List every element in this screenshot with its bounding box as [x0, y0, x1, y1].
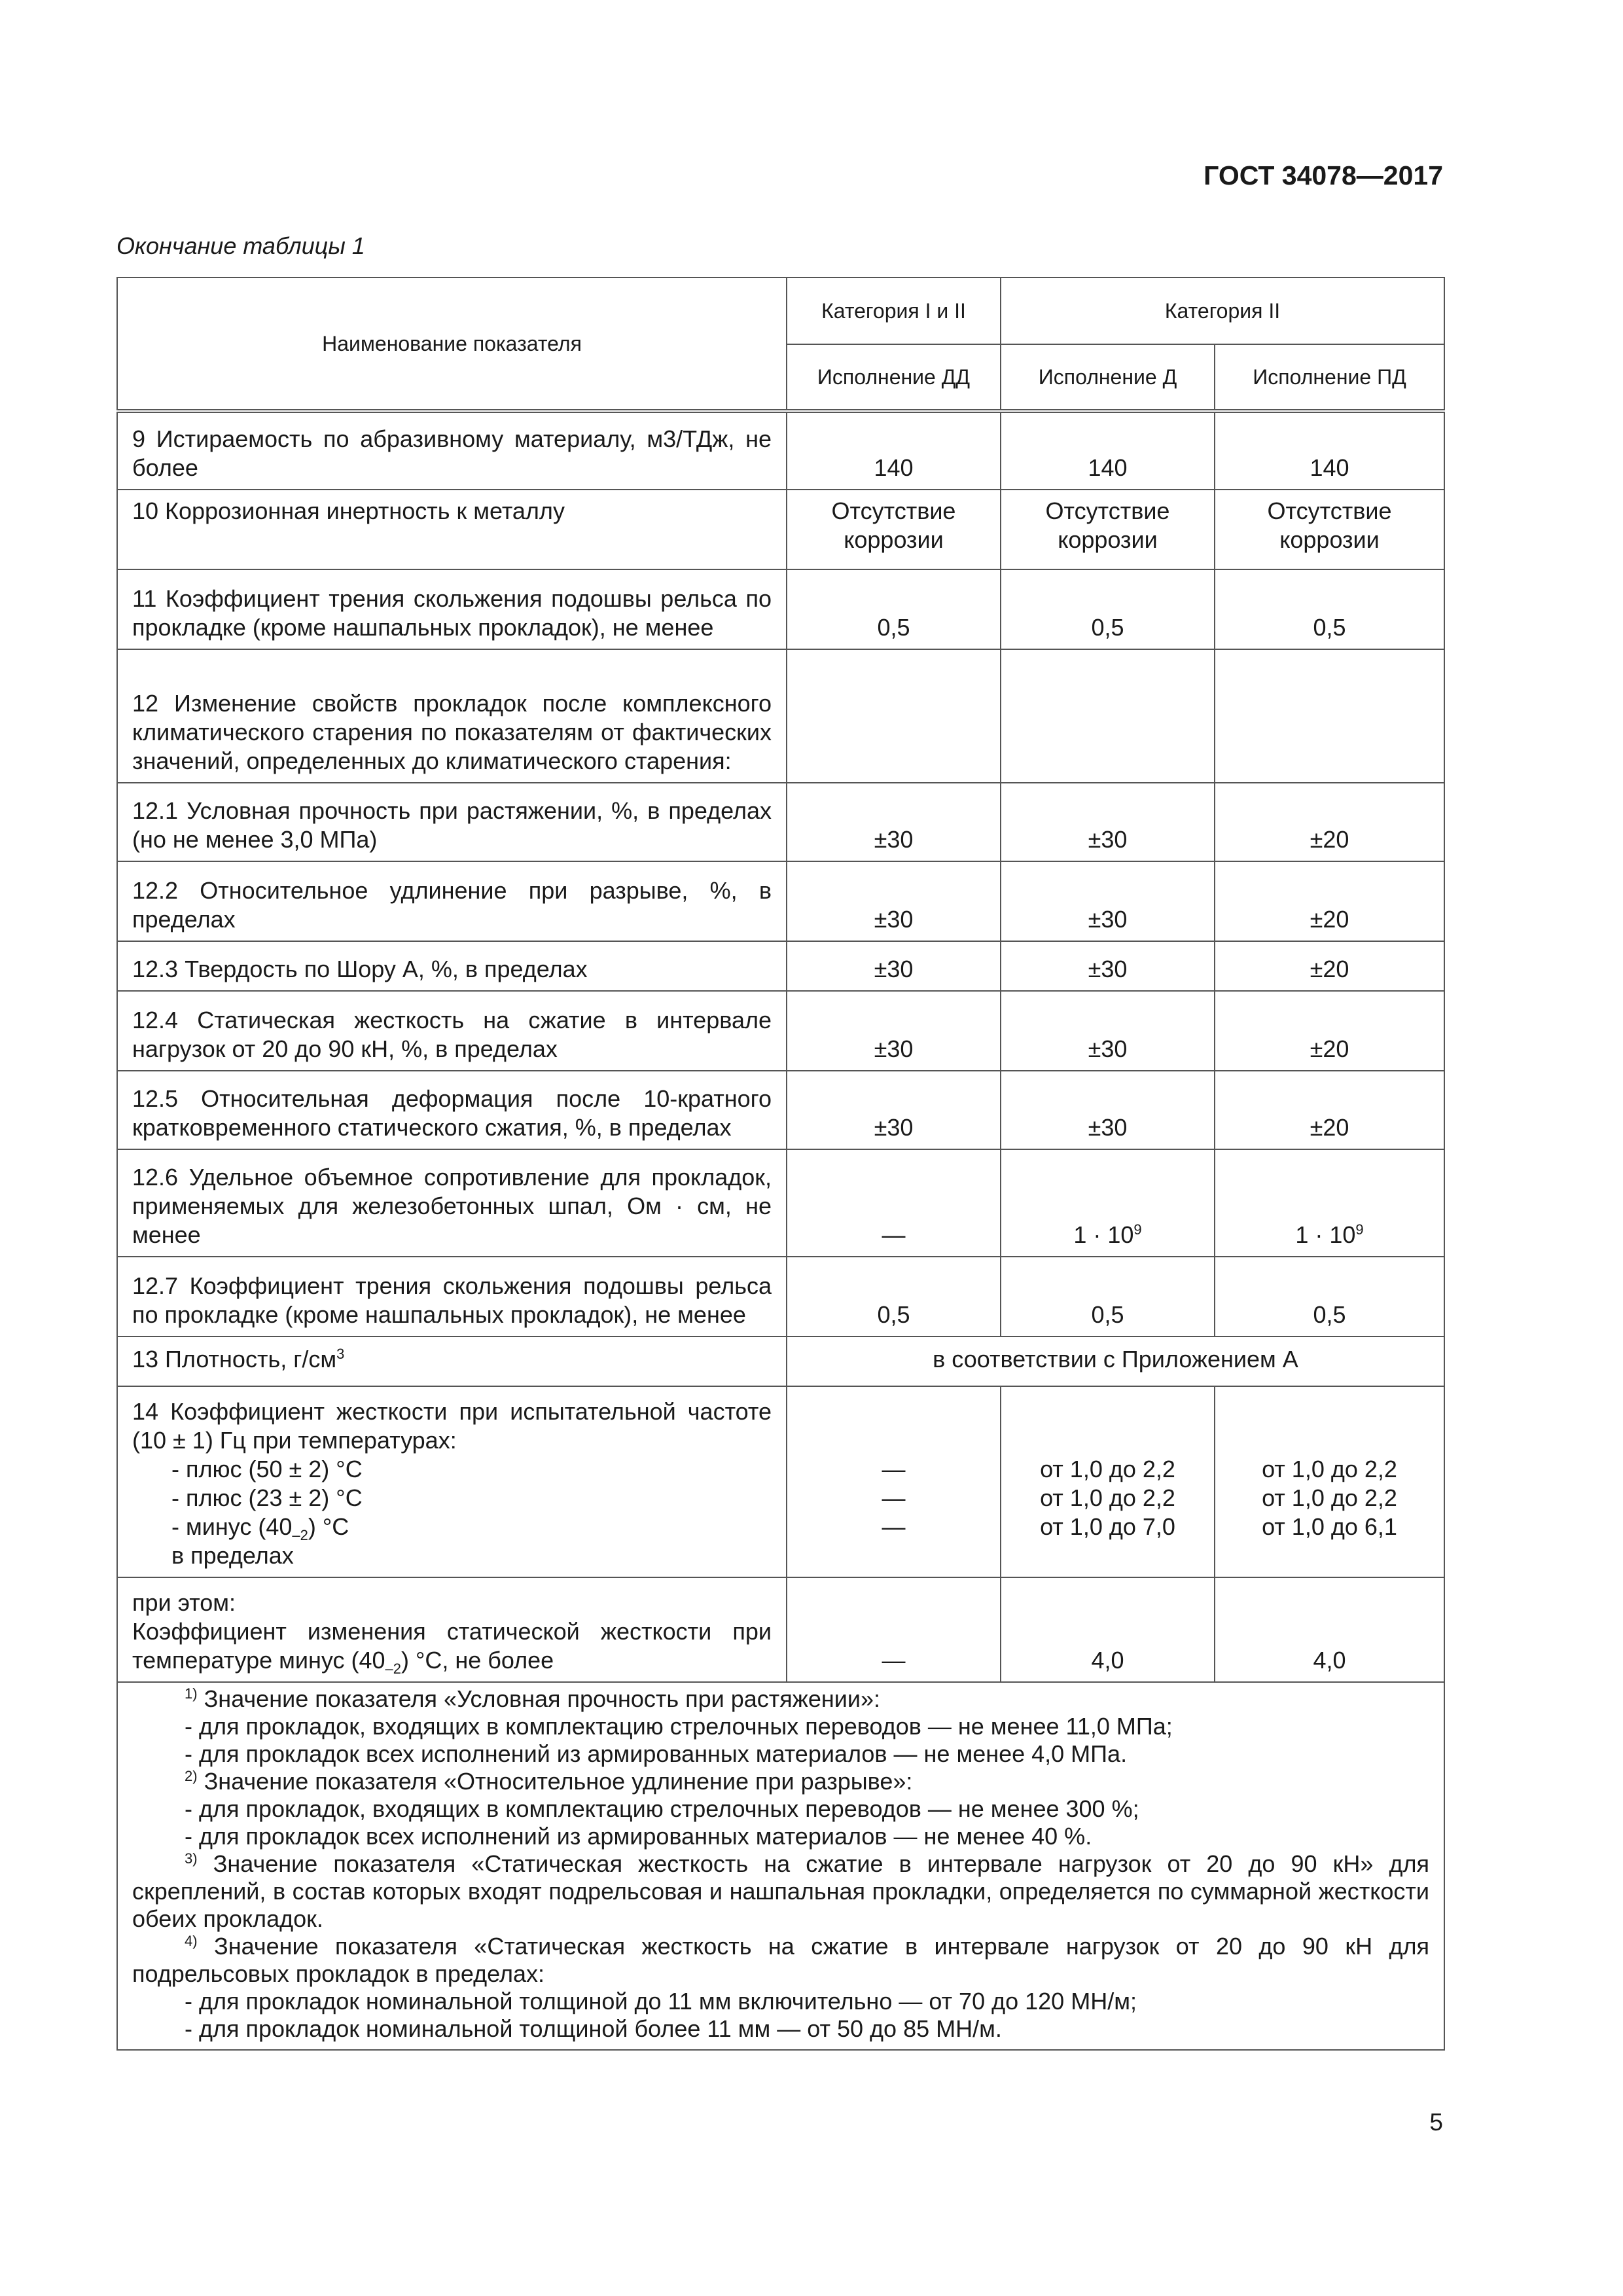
footnote-4-item: - для прокладок номинальной толщиной более 11 мм — от 50 до 85 МН/м.: [185, 2015, 1002, 2042]
footnote-1-item: - для прокладок всех исполнений из армированных материалов — не менее 4,0 МПа.: [185, 1740, 1128, 1767]
table-row: [117, 569, 1444, 649]
table-row: [117, 1071, 1444, 1149]
row-name: 11 Коэффициент трения скольжения подошвы рельса по прокладке (кроме нашпальных прокладок), не менее: [117, 569, 787, 649]
footnote-1-item: - для прокладок, входящих в комплектацию стрелочных переводов — не менее 11,0 МПа;: [185, 1713, 1173, 1740]
cell-d: ±30: [1001, 783, 1215, 861]
footnote-2-item: - для прокладок всех исполнений из армированных материалов — не менее 40 %.: [185, 1823, 1092, 1850]
cell-dd: ±30: [787, 861, 1001, 941]
cell-pd: от 1,0 до 2,2 от 1,0 до 2,2 от 1,0 до 6,1: [1215, 1386, 1444, 1577]
cell-dd: — — —: [787, 1386, 1001, 1577]
cell-d: 4,0: [1001, 1577, 1215, 1682]
cell-pd: 0,5: [1215, 569, 1444, 649]
cell-d: ±30: [1001, 991, 1215, 1071]
cell-dd: 0,5: [787, 1257, 1001, 1336]
row-name: при этом: Коэффициент изменения статической жесткости при температуре минус $(40_{-2})$ °С, не более: [117, 1577, 787, 1682]
cell-pd: [1215, 649, 1444, 783]
cell-dd: Отсутствие коррозии: [787, 490, 1001, 569]
header-category-1-2: Категория I и II: [787, 278, 1001, 344]
cell-d: Отсутствие коррозии: [1001, 490, 1215, 569]
row-name: 12.2 Относительное удлинение при разрыве, %, в пределах: [117, 861, 787, 941]
cell-d: ±30: [1001, 861, 1215, 941]
footnote-4-item: - для прокладок номинальной толщиной до 11 мм включительно — от 70 до 120 МН/м;: [185, 1988, 1137, 2015]
row-name: 12.7 Коэффициент трения скольжения подошвы рельса по прокладке (кроме нашпальных прокладок), не менее: [117, 1257, 787, 1336]
header-variant-d: Исполнение Д: [1001, 344, 1215, 411]
cell-pd: ±20: [1215, 941, 1444, 991]
row-name: 12.6 Удельное объемное сопротивление для прокладок, применяемых для железобетонных шпал, Ом · см, не менее: [117, 1149, 787, 1257]
cell-density-value: в соответствии с Приложением А: [787, 1336, 1444, 1386]
footnote-3: $^{3)}$ Значение показателя «Статическая жесткость на сжатие в интервале нагрузок от 20 до 90 кН» для скреплений, в состав которых входят подрельсовая и нашпальная прокладки, определяется по суммарной жесткости обеих прокладок.: [132, 1850, 1430, 1932]
row-name: 12.1 Условная прочность при растяжении, %, в пределах (но не менее 3,0 МПа): [117, 783, 787, 861]
cell-dd: ±30: [787, 1071, 1001, 1149]
cell-d: 0,5: [1001, 1257, 1215, 1336]
cell-pd: ±20: [1215, 861, 1444, 941]
cell-d: ±30: [1001, 1071, 1215, 1149]
row-name: 10 Коррозионная инертность к металлу: [117, 490, 787, 569]
header-category-2: Категория II: [1001, 278, 1444, 344]
table-row: [117, 1149, 1444, 1257]
header-variant-pd: Исполнение ПД: [1215, 344, 1444, 411]
cell-pd: Отсутствие коррозии: [1215, 490, 1444, 569]
table-row: [117, 411, 1444, 490]
table-row: [117, 649, 1444, 783]
table-row: [117, 1386, 1444, 1577]
cell-pd: $1 \cdot 10^9$: [1215, 1149, 1444, 1257]
row-name: 13 Плотность, $г/см^3$: [117, 1336, 787, 1386]
cell-d: ±30: [1001, 941, 1215, 991]
row-name: 12 Изменение свойств прокладок после комплексного климатического старения по показателям от фактических значений, определенных до климатического старения:: [117, 649, 787, 783]
cell-dd: —: [787, 1577, 1001, 1682]
footnotes-row: [117, 1682, 1444, 2050]
cell-pd: 4,0: [1215, 1577, 1444, 1682]
cell-dd: ±30: [787, 941, 1001, 991]
cell-dd: —: [787, 1149, 1001, 1257]
footnote-2: $^{2)}$ Значение показателя «Относительное удлинение при разрыве»:: [185, 1768, 913, 1795]
cell-pd: 140: [1215, 411, 1444, 490]
footnotes: [117, 1682, 1444, 2050]
cell-dd: 0,5: [787, 569, 1001, 649]
table-row: [117, 1577, 1444, 1682]
page-number: 5: [1429, 2109, 1443, 2136]
cell-d: 0,5: [1001, 569, 1215, 649]
header-variant-dd: Исполнение ДД: [787, 344, 1001, 411]
footnote-2-item: - для прокладок, входящих в комплектацию стрелочных переводов — не менее 300 %;: [185, 1795, 1139, 1822]
row-name: 12.4 Статическая жесткость на сжатие в интервале нагрузок от 20 до 90 кН, %, в пределах: [117, 991, 787, 1071]
cell-d: 140: [1001, 411, 1215, 490]
cell-pd: ±20: [1215, 783, 1444, 861]
footnote-4: $^{4)}$ Значение показателя «Статическая жесткость на сжатие в интервале нагрузок от 20 до 90 кН для подрельсовых прокладок в пределах:: [132, 1933, 1430, 1987]
cell-pd: ±20: [1215, 991, 1444, 1071]
cell-d: $1 \cdot 10^9$: [1001, 1149, 1215, 1257]
row-name: 14 Коэффициент жесткости при испытательной частоте (10 ± 1) Гц при температурах: - плюс (50 ± 2) °С - плюс (23 ± 2) °С - минус $(40_{-2})$ °С в пределах: [117, 1386, 787, 1577]
table-row: [117, 861, 1444, 941]
cell-dd: ±30: [787, 783, 1001, 861]
table-row: [117, 490, 1444, 569]
header-indicator-name: Наименование показателя: [117, 278, 787, 411]
cell-dd: 140: [787, 411, 1001, 490]
table-row: [117, 941, 1444, 991]
table-row: [117, 1257, 1444, 1336]
table-row: [117, 1336, 1444, 1386]
row-name: 12.3 Твердость по Шору А, %, в пределах: [117, 941, 787, 991]
row-name: 9 Истираемость по абразивному материалу, м3/ТДж, не более: [117, 411, 787, 490]
cell-d: [1001, 649, 1215, 783]
footnote-1: $^{1)}$ Значение показателя «Условная прочность при растяжении»:: [185, 1685, 880, 1712]
cell-d: от 1,0 до 2,2 от 1,0 до 2,2 от 1,0 до 7,0: [1001, 1386, 1215, 1577]
cell-pd: ±20: [1215, 1071, 1444, 1149]
table-row: [117, 991, 1444, 1071]
cell-dd: [787, 649, 1001, 783]
cell-dd: ±30: [787, 991, 1001, 1071]
document-standard-header: ГОСТ 34078—2017: [1204, 160, 1443, 190]
row-name: 12.5 Относительная деформация после 10-кратного кратковременного статического сжатия, %, в пределах: [117, 1071, 787, 1149]
specification-table: [116, 277, 1445, 2051]
table-caption: Окончание таблицы 1: [116, 232, 365, 259]
cell-pd: 0,5: [1215, 1257, 1444, 1336]
table-row: [117, 783, 1444, 861]
